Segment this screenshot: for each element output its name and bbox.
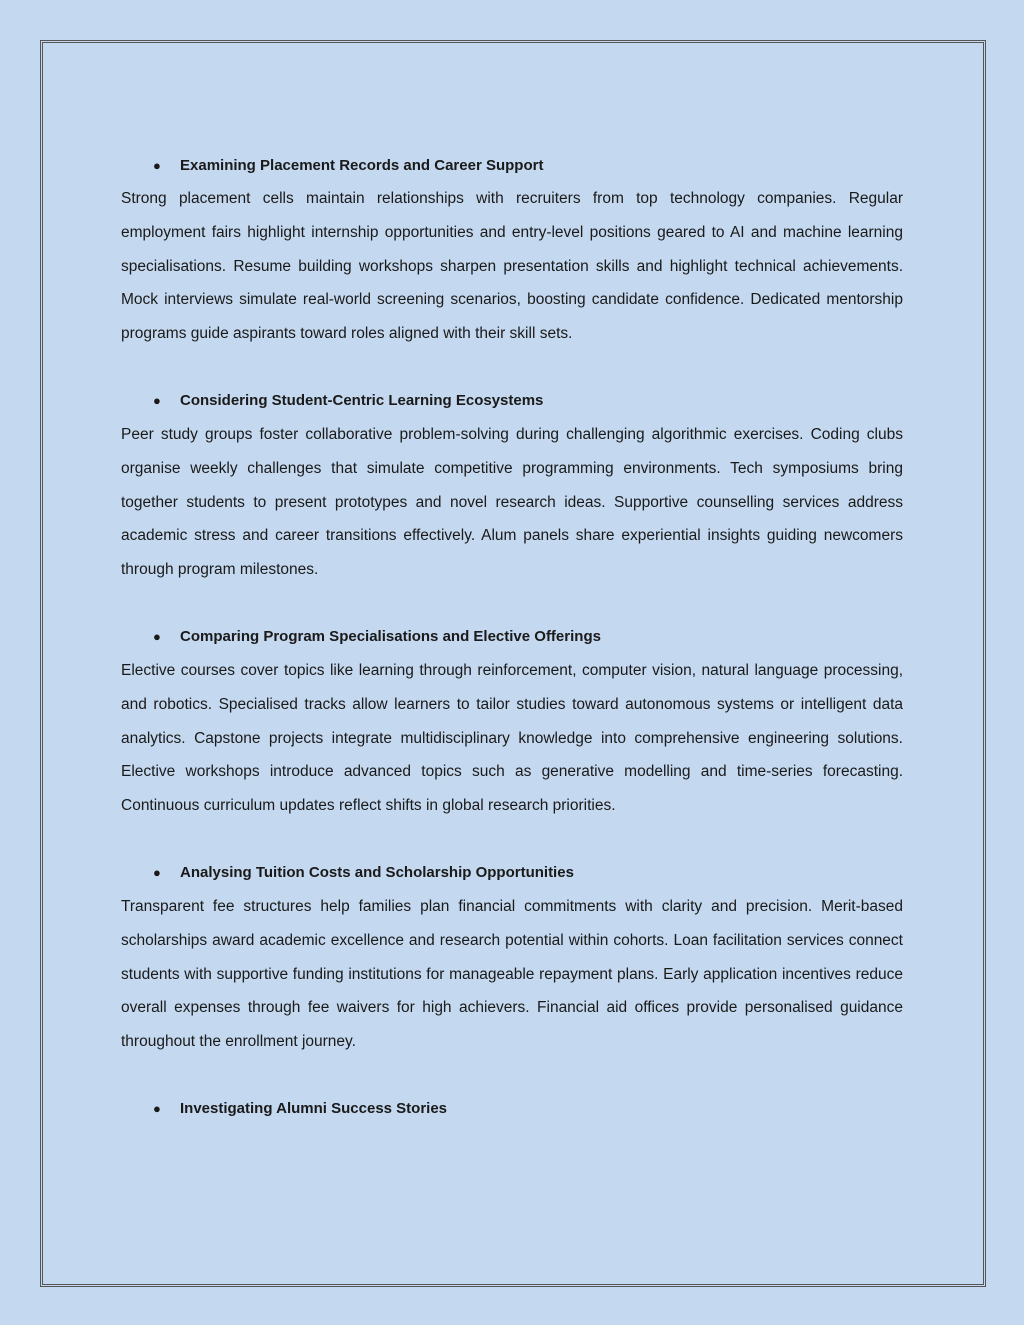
section-heading — [153, 856, 903, 890]
section-heading-text: Comparing Program Specialisations and Elective Offerings — [180, 628, 601, 646]
section-alumni-success — [121, 1092, 903, 1126]
bullet-icon: ● — [153, 865, 161, 881]
section-program-specialisations — [121, 620, 903, 823]
section-heading — [153, 620, 903, 654]
section-heading-text: Investigating Alumni Success Stories — [180, 1100, 448, 1118]
section-paragraph: Transparent fee structures help families plan financial commitments with clarity and precision. Merit-based scholarships award academic excellence and research potential within cohorts. Loan facilitation services connect students with supportive funding institutions for manageable repayment plans. Early application incentives reduce overall expenses through fee waivers for high achievers. Financial aid offices provide personalised guidance throughout the enrollment journey. — [121, 897, 903, 1051]
section-heading — [153, 1092, 903, 1126]
bullet-icon: ● — [153, 393, 161, 409]
section-placement-records — [121, 148, 903, 351]
section-paragraph: Strong placement cells maintain relationships with recruiters from top technology companies. Regular employment fairs highlight internship opportunities and entry-level positions geared to AI and machine learning specialisations. Resume building workshops sharpen presentation skills and highlight technical achievements. Mock interviews simulate real-world screening scenarios, boosting candidate confidence. Dedicated mentorship programs guide aspirants toward roles aligned with their skill sets. — [121, 190, 903, 343]
section-learning-ecosystems — [121, 384, 903, 587]
section-paragraph: Peer study groups foster collaborative problem-solving during challenging algorithmic exercises. Coding clubs organise weekly challenges that simulate competitive programming environments. Tech symposiums bring together students to present prototypes and novel research ideas. Supportive counselling services address academic stress and career transitions effectively. Alum panels share experiential insights guiding newcomers through program milestones. — [121, 425, 903, 579]
bullet-icon: ● — [153, 629, 161, 645]
section-heading — [153, 384, 903, 418]
section-paragraph: Elective courses cover topics like learning through reinforcement, computer vision, natural language processing, and robotics. Specialised tracks allow learners to tailor studies toward autonomous systems or intelligent data analytics. Capstone projects integrate multidisciplinary knowledge into comprehensive engineering solutions. Elective workshops introduce advanced topics such as generative modelling and time-series forecasting. Continuous curriculum updates reflect shifts in global research priorities. — [121, 661, 903, 815]
section-heading-text: Analysing Tuition Costs and Scholarship Opportunities — [180, 864, 574, 882]
document-body — [121, 148, 903, 1159]
section-heading — [153, 148, 903, 182]
bullet-icon: ● — [153, 157, 161, 173]
section-tuition-costs — [121, 856, 903, 1059]
section-heading-text: Considering Student-Centric Learning Ecosystems — [180, 392, 544, 410]
bullet-icon: ● — [153, 1101, 161, 1117]
section-heading-text: Examining Placement Records and Career Support — [180, 156, 544, 174]
